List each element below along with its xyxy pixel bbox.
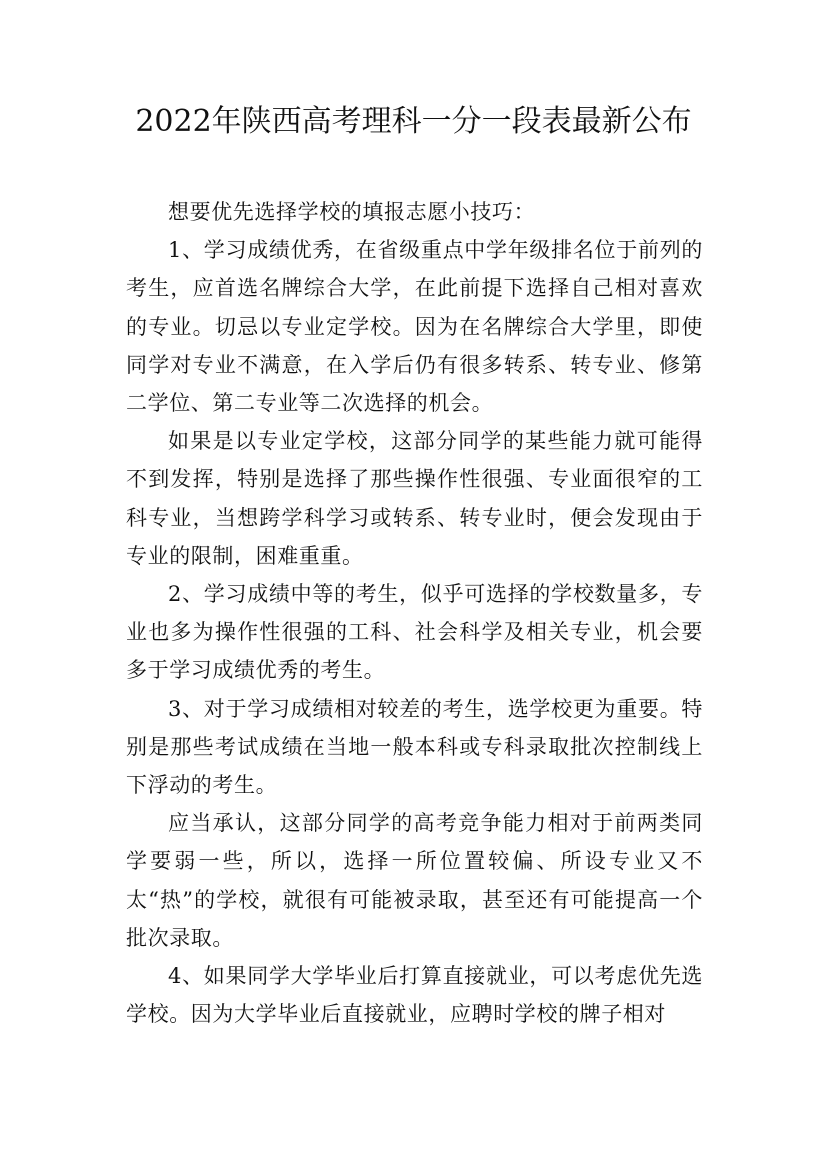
document-body xyxy=(126,193,703,1033)
paragraph-tip-2: 2、学习成绩中等的考生，似乎可选择的学校数量多，专业也多为操作性很强的工科、社会科学及相关专业，机会要多于学习成绩优秀的考生。 xyxy=(126,582,703,683)
paragraph-tip-1: 1、学习成绩优秀，在省级重点中学年级排名位于前列的考生，应首选名牌综合大学，在此前提下选择自己相对喜欢的专业。切忌以专业定学校。因为在名牌综合大学里，即使同学对专业不满意，在入学后仍有很多转系、转专业、修第二学位、第二专业等二次选择的机会。 xyxy=(126,238,703,416)
paragraph-intro: 想要优先选择学校的填报志愿小技巧： xyxy=(168,200,536,224)
page-title: 2022年陕西高考理科一分一段表最新公布 xyxy=(135,104,692,139)
paragraph-tip-3-note: 应当承认，这部分同学的高考竞争能力相对于前两类同学要弱一些，所以，选择一所位置较偏、所设专业又不太“热”的学校，就很有可能被录取，甚至还有可能提高一个批次录取。 xyxy=(126,811,703,950)
paragraph-tip-1-note: 如果是以专业定学校，这部分同学的某些能力就可能得不到发挥，特别是选择了那些操作性很强、专业面很窄的工科专业，当想跨学科学习或转系、转专业时，便会发现由于专业的限制，困难重重。 xyxy=(126,429,703,568)
paragraph-tip-4: 4、如果同学大学毕业后打算直接就业，可以考虑优先选学校。因为大学毕业后直接就业，应聘时学校的牌子相对 xyxy=(126,964,703,1027)
paragraph-tip-3: 3、对于学习成绩相对较差的考生，选学校更为重要。特别是那些考试成绩在当地一般本科或专科录取批次控制线上下浮动的考生。 xyxy=(126,696,703,798)
